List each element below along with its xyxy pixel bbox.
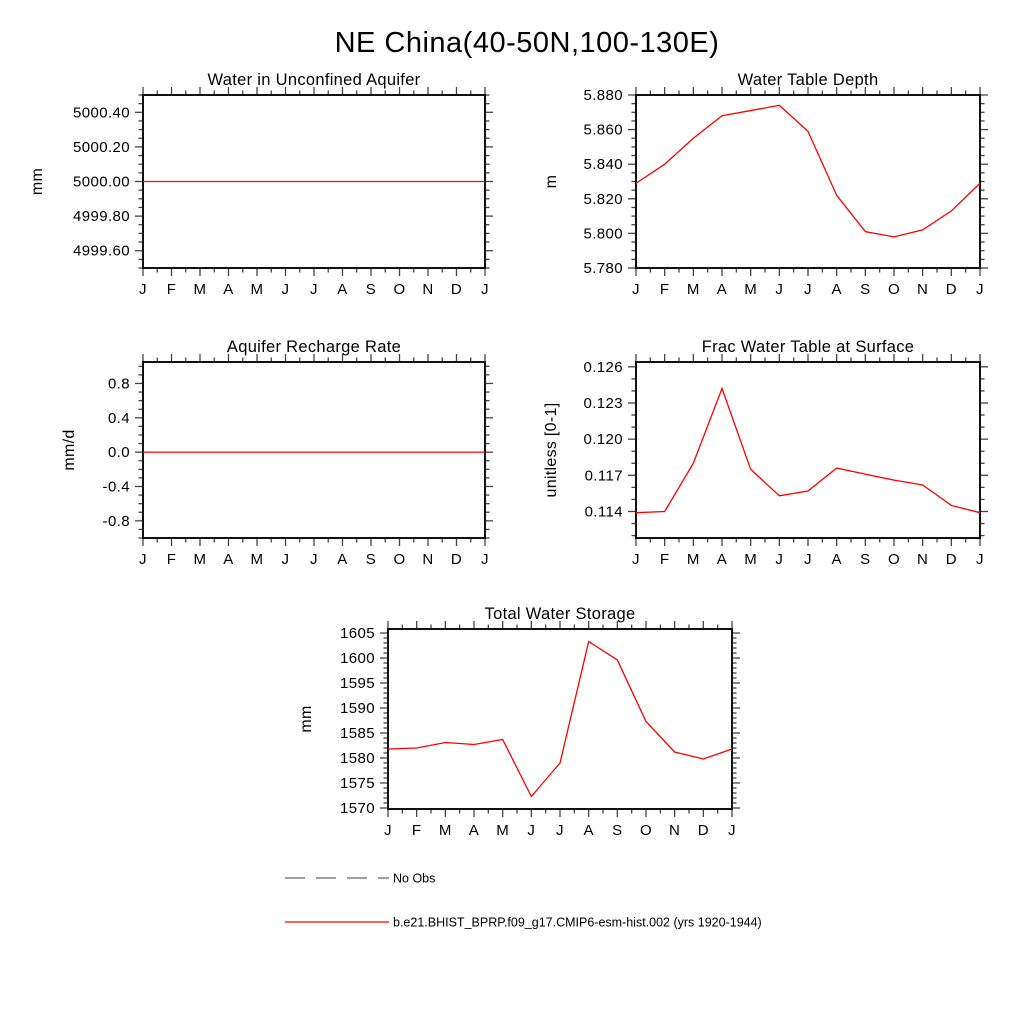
y-tick-label: 0.114: [584, 503, 623, 521]
legend-no-obs-label: No Obs: [393, 871, 436, 886]
x-tick-label: A: [337, 281, 348, 298]
x-tick-label: M: [250, 551, 264, 568]
figure-title: NE China(40-50N,100-130E): [334, 27, 720, 59]
x-tick-label: N: [917, 551, 929, 568]
x-tick-label: A: [716, 551, 728, 568]
x-tick-label: S: [860, 281, 871, 298]
x-tick-label: J: [775, 281, 784, 298]
x-tick-label: S: [860, 551, 871, 568]
x-tick-label: J: [281, 281, 290, 298]
x-tick-label: J: [139, 281, 147, 298]
x-tick-label: O: [393, 281, 406, 298]
panel-title: Frac Water Table at Surface: [701, 338, 915, 356]
x-tick-label: J: [775, 551, 784, 568]
y-tick-label: 5.820: [583, 190, 623, 208]
y-tick-label: 5.780: [583, 260, 623, 277]
series-line: [388, 642, 732, 797]
panel-water-table-depth: [543, 71, 988, 298]
x-tick-label: F: [659, 281, 670, 298]
x-tick-label: N: [422, 281, 434, 298]
x-tick-label: A: [468, 822, 480, 839]
x-tick-label: J: [976, 281, 984, 298]
x-tick-label: J: [384, 822, 392, 839]
y-tick-label: 1590: [340, 700, 375, 717]
y-tick-label: 1585: [340, 725, 375, 742]
plot-frame: [143, 362, 485, 538]
x-tick-label: D: [697, 822, 709, 839]
y-tick-label: 0.4: [107, 409, 130, 427]
y-tick-label: 5000.40: [72, 104, 130, 122]
x-tick-label: S: [365, 281, 377, 298]
y-tick-label: 5.860: [583, 121, 623, 139]
x-tick-label: D: [450, 281, 463, 298]
x-tick-label: F: [411, 822, 422, 839]
x-tick-label: M: [686, 551, 700, 568]
y-tick-labels: [583, 359, 623, 521]
x-tick-label: J: [556, 822, 564, 839]
x-tick-label: D: [945, 551, 957, 568]
x-tick-label: F: [166, 281, 177, 298]
legend: [285, 872, 762, 930]
x-tick-label: A: [337, 551, 348, 568]
panel-total-water-storage: [298, 605, 740, 839]
y-tick-label: 5000.20: [72, 138, 130, 156]
y-tick-label: 5000.00: [72, 173, 130, 191]
y-tick-label: 1605: [340, 625, 375, 642]
panel-water-in-unconfined-aquifer: [29, 71, 493, 298]
x-tick-label: M: [496, 822, 510, 839]
y-axis-label: mm: [29, 167, 46, 196]
panel-title: Total Water Storage: [484, 605, 636, 623]
x-tick-label: A: [583, 822, 594, 839]
y-tick-label: -0.8: [102, 512, 130, 530]
x-tick-label: A: [716, 281, 728, 298]
y-tick-label: 1580: [340, 750, 375, 767]
x-tick-label: J: [310, 551, 318, 568]
y-tick-labels: [103, 375, 130, 529]
x-tick-labels: [384, 822, 736, 839]
x-tick-label: M: [438, 822, 452, 839]
x-tick-label: M: [744, 551, 758, 568]
x-tick-label: J: [632, 281, 640, 298]
x-tick-label: N: [917, 281, 929, 298]
y-tick-labels: [340, 625, 375, 817]
series-line: [636, 389, 980, 513]
x-tick-label: J: [804, 551, 812, 568]
panel-title: Water in Unconfined Aquifer: [207, 71, 421, 89]
x-tick-label: J: [481, 551, 489, 568]
x-tick-labels: [139, 551, 489, 568]
panel-aquifer-recharge-rate: [61, 338, 493, 568]
x-tick-label: S: [365, 551, 377, 568]
x-tick-label: J: [804, 281, 812, 298]
axis-ticks: [628, 87, 988, 276]
x-tick-label: O: [393, 551, 406, 568]
x-tick-label: J: [310, 281, 318, 298]
x-tick-label: J: [632, 551, 640, 568]
x-tick-label: N: [669, 822, 681, 839]
x-tick-label: J: [139, 551, 147, 568]
y-axis-label: mm: [298, 705, 315, 733]
x-tick-label: F: [659, 551, 670, 568]
x-tick-label: O: [887, 281, 901, 298]
y-tick-label: 1575: [340, 775, 375, 792]
x-tick-labels: [139, 281, 489, 298]
y-tick-label: -0.4: [102, 478, 130, 496]
plot-frame: [636, 95, 980, 268]
y-tick-label: 0.120: [583, 431, 623, 449]
y-tick-label: 0.0: [107, 444, 130, 462]
x-tick-label: O: [887, 551, 901, 568]
x-tick-label: M: [193, 551, 207, 568]
y-tick-label: 1595: [340, 675, 375, 692]
y-tick-labels: [73, 104, 130, 259]
axis-ticks: [380, 621, 740, 817]
y-tick-labels: [583, 87, 623, 277]
panel-title: Water Table Depth: [737, 71, 879, 89]
legend-model-label: b.e21.BHIST_BPRP.f09_g17.CMIP6-esm-hist.002 (yrs 1920-1944): [393, 915, 762, 930]
panel-title: Aquifer Recharge Rate: [226, 338, 402, 356]
x-tick-label: A: [223, 281, 234, 298]
axis-ticks: [628, 354, 988, 546]
panel-frac-water-table-at-surface: [543, 338, 988, 568]
x-tick-labels: [632, 551, 984, 568]
x-tick-label: J: [976, 551, 984, 568]
x-tick-label: F: [166, 551, 177, 568]
plot-frame: [388, 629, 732, 809]
x-tick-label: J: [281, 551, 290, 568]
x-tick-labels: [632, 281, 984, 298]
y-tick-label: 5.840: [583, 156, 623, 174]
x-tick-label: O: [639, 822, 653, 839]
x-tick-label: J: [481, 281, 489, 298]
y-tick-label: 4999.80: [72, 208, 130, 226]
x-tick-label: M: [686, 281, 700, 298]
x-tick-label: M: [193, 281, 207, 298]
plot-frame: [636, 362, 980, 538]
axis-ticks: [135, 354, 493, 546]
x-tick-label: S: [612, 822, 623, 839]
y-axis-label: mm/d: [61, 429, 78, 471]
y-tick-label: 0.126: [583, 358, 623, 376]
x-tick-label: A: [831, 551, 842, 568]
y-tick-label: 5.880: [583, 87, 623, 104]
y-tick-label: 1600: [340, 650, 375, 667]
series-line: [636, 105, 980, 236]
y-tick-label: 4999.60: [72, 242, 130, 260]
y-tick-label: 0.117: [584, 467, 623, 485]
x-tick-label: D: [450, 551, 463, 568]
y-tick-label: 5.800: [583, 225, 623, 243]
y-axis-label: unitless [0-1]: [543, 402, 560, 498]
y-axis-label: m: [543, 174, 560, 189]
x-tick-label: J: [527, 822, 536, 839]
y-tick-label: 0.8: [107, 375, 130, 393]
x-tick-label: D: [945, 281, 957, 298]
y-tick-label: 1570: [340, 800, 375, 817]
x-tick-label: A: [223, 551, 234, 568]
x-tick-label: M: [250, 281, 264, 298]
x-tick-label: J: [728, 822, 736, 839]
x-tick-label: A: [831, 281, 842, 298]
x-tick-label: M: [744, 281, 758, 298]
x-tick-label: N: [422, 551, 434, 568]
y-tick-label: 0.123: [583, 394, 623, 412]
